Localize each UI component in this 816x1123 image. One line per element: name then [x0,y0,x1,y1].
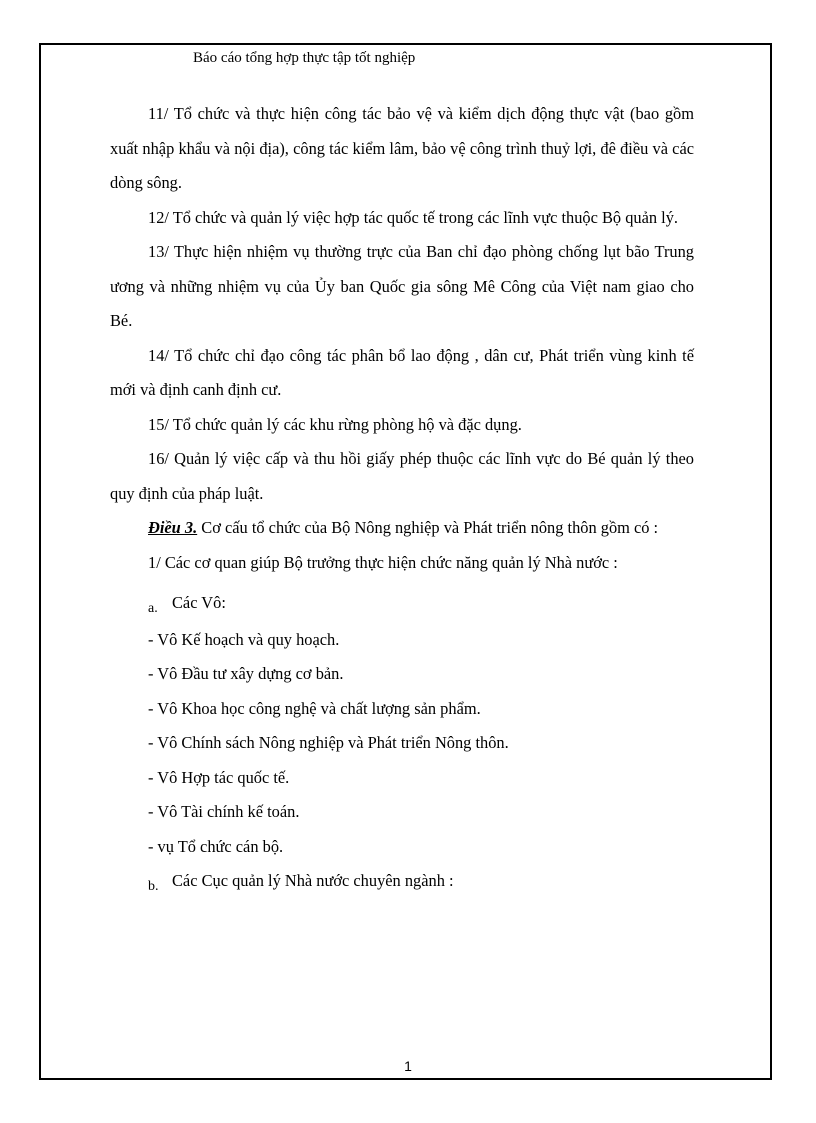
section-b-title: Các Cục quản lý Nhà nước chuyên ngành : [172,871,454,890]
list-item: - Vô Hợp tác quốc tế. [148,767,290,787]
paragraph-12: 12/ Tổ chức và quản lý việc hợp tác quốc tế trong các lĩnh vực thuộc Bộ quản lý. [148,207,678,227]
list-item: - Vô Khoa học công nghệ và chất lượng sản phẩm. [148,698,481,718]
list-item: - Vô Đầu tư xây dựng cơ bản. [148,664,344,683]
article-label: Điều 3. [148,518,198,537]
list-item: - vụ Tổ chức cán bộ. [148,836,284,856]
list-item: - Vô Kế hoạch và quy hoạch. [148,629,340,649]
section-a-heading [110,586,694,623]
paragraph-15: 15/ Tổ chức quản lý các khu rừng phòng hộ và đặc dụng. [148,414,522,434]
article-3 [110,511,694,546]
list-item: - Vô Tài chính kế toán. [148,802,300,821]
page-header: Báo cáo tổng hợp thực tập tốt nghiệp [193,50,416,66]
page-number: 1 [404,1058,412,1074]
document-body [110,97,694,901]
paragraph-1: 1/ Các cơ quan giúp Bộ trưởng thực hiện chức năng quản lý Nhà nước : [148,552,618,572]
section-a-letter: a. [148,601,158,616]
paragraph-13: 13/ Thực hiện nhiệm vụ thường trực của Ban chỉ đạo phòng chống lụt bão Trung ương và những nhiệm vụ của Ủy ban Quốc gia sông Mê Công của Việt nam giao cho Bé. [110,242,694,330]
paragraph-11: 11/ Tổ chức và thực hiện công tác bảo vệ và kiểm dịch động thực vật (bao gồm xuất nhập khẩu và nội địa), công tác kiểm lâm, bảo vệ công trình thuỷ lợi, đê điều và các dòng sông. [110,104,694,192]
paragraph-14: 14/ Tổ chức chỉ đạo công tác phân bổ lao động , dân cư, Phát triển vùng kinh tế mới và định canh định cư. [110,345,694,399]
section-a-title: Các Vô: [172,593,226,612]
article-text: Cơ cấu tổ chức của Bộ Nông nghiệp và Phát triển nông thôn gồm có : [197,518,659,537]
section-b-letter: b. [148,879,159,894]
section-b-heading [110,864,694,901]
paragraph-16: 16/ Quản lý việc cấp và thu hồi giấy phép thuộc các lĩnh vực do Bé quản lý theo quy định của pháp luật. [110,449,694,503]
list-item: - Vô Chính sách Nông nghiệp và Phát triển Nông thôn. [148,733,509,752]
section-a-list [110,623,694,865]
